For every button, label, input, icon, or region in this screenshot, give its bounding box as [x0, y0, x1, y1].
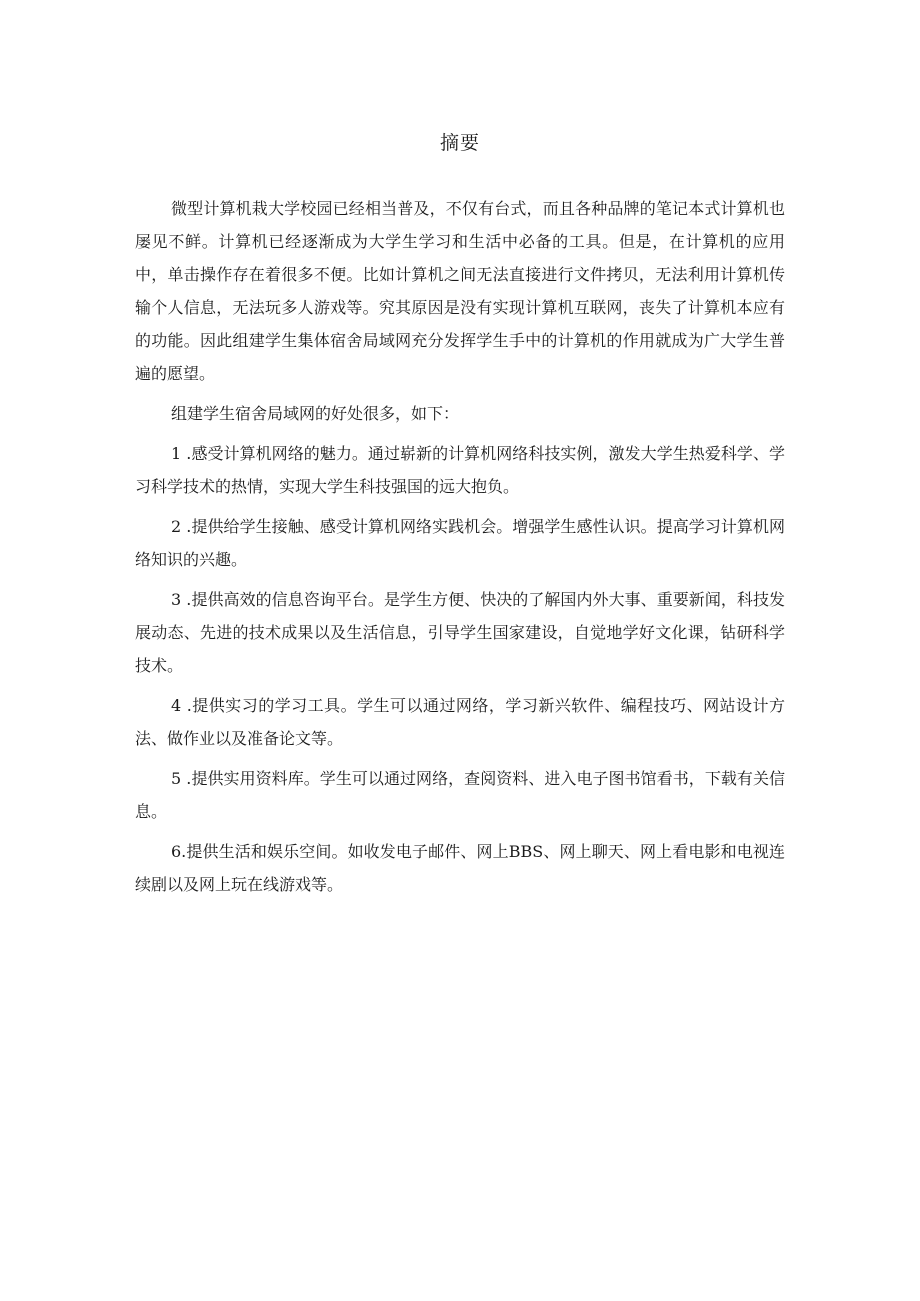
- list-item-6: 6.提供生活和娱乐空间。如收发电子邮件、网上BBS、网上聊天、网上看电影和电视连续剧以及网上玩在线游戏等。: [135, 842, 785, 894]
- paragraph-benefits-lead: 组建学生宿舍局域网的好处很多，如下：: [171, 404, 460, 423]
- list-item-3: 3 .提供高效的信息咨询平台。是学生方便、快决的了解国内外大事、重要新闻，科技发展动态、先进的技术成果以及生活信息，引导学生国家建设，自觉地学好文化课，钻研科学技术。: [135, 590, 785, 675]
- list-item-4: 4 .提供实习的学习工具。学生可以通过网络，学习新兴软件、编程技巧、网站设计方法、做作业以及准备论文等。: [135, 696, 785, 748]
- list-item-1: 1 .感受计算机网络的魅力。通过崭新的计算机网络科技实例，激发大学生热爱科学、学习科学技术的热情，实现大学生科技强国的远大抱负。: [135, 444, 785, 496]
- list-item-2: 2 .提供给学生接触、感受计算机网络实践机会。增强学生感性认识。提高学习计算机网络知识的兴趣。: [135, 517, 785, 569]
- paragraph-intro: 微型计算机栽大学校园已经相当普及，不仅有台式，而且各种品牌的笔记本式计算机也屡见不鲜。计算机已经逐渐成为大学生学习和生活中必备的工具。但是，在计算机的应用中，单击操作存在着很多不便。比如计算机之间无法直接进行文件拷贝，无法利用计算机传输个人信息，无法玩多人游戏等。究其原因是没有实现计算机互联网，丧失了计算机本应有的功能。因此组建学生集体宿舍局域网充分发挥学生手中的计算机的作用就成为广大学生普遍的愿望。: [135, 199, 785, 383]
- document-body: [135, 192, 785, 908]
- page-title: 摘要: [439, 132, 480, 154]
- list-item-5: 5 .提供实用资料库。学生可以通过网络，查阅资料、进入电子图书馆看书，下载有关信息。: [135, 769, 785, 821]
